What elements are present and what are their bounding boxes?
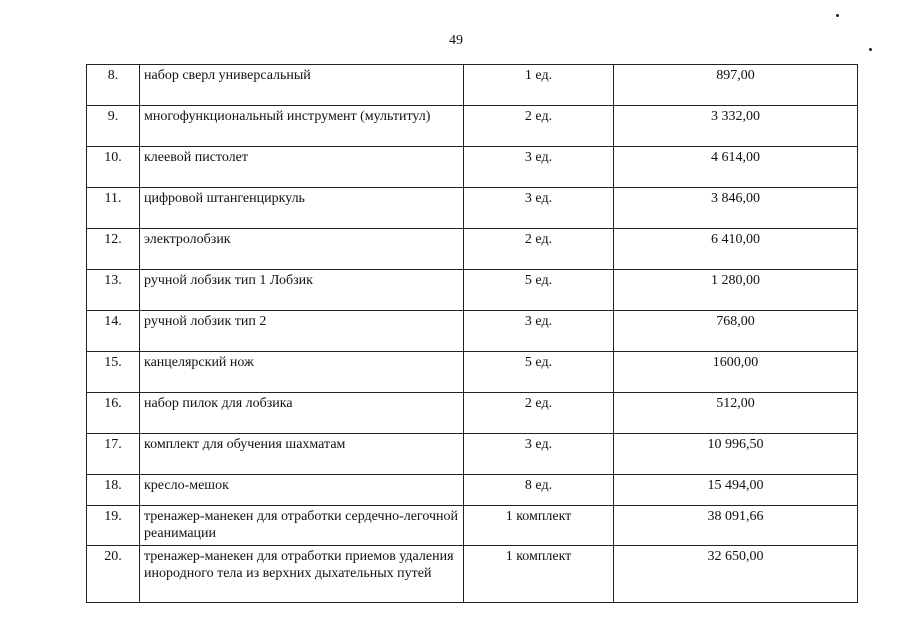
scan-speck [836,14,839,17]
table-row [87,311,858,352]
row-number: 15. [87,352,140,393]
item-name: канцелярский нож [140,352,464,393]
table-row [87,393,858,434]
table-row [87,546,858,603]
table-row [87,188,858,229]
table-row [87,270,858,311]
item-name: клеевой пистолет [140,147,464,188]
row-number: 14. [87,311,140,352]
item-quantity: 3 ед. [464,147,614,188]
row-number: 20. [87,546,140,603]
row-number: 12. [87,229,140,270]
table-row [87,352,858,393]
table-row [87,434,858,475]
table-row [87,475,858,506]
row-number: 16. [87,393,140,434]
table-row [87,106,858,147]
row-number: 8. [87,65,140,106]
page-number: 49 [449,33,463,48]
item-quantity: 8 ед. [464,475,614,506]
item-price: 1600,00 [614,352,858,393]
item-quantity: 1 ед. [464,65,614,106]
item-quantity: 2 ед. [464,106,614,147]
item-price: 897,00 [614,65,858,106]
item-quantity: 2 ед. [464,393,614,434]
item-quantity: 1 комплект [464,506,614,546]
item-name: многофункциональный инструмент (мультитул) [140,106,464,147]
table-row [87,506,858,546]
item-name: тренажер-манекен для отработки сердечно-легочной реанимации [140,506,464,546]
item-name: набор пилок для лобзика [140,393,464,434]
item-name: комплект для обучения шахматам [140,434,464,475]
scan-speck [869,48,872,51]
row-number: 11. [87,188,140,229]
item-price: 38 091,66 [614,506,858,546]
item-name: цифровой штангенциркуль [140,188,464,229]
item-price: 3 846,00 [614,188,858,229]
item-price: 32 650,00 [614,546,858,603]
row-number: 10. [87,147,140,188]
item-name: набор сверл универсальный [140,65,464,106]
item-name: тренажер-манекен для отработки приемов удаления инородного тела из верхних дыхательных путей [140,546,464,603]
row-number: 17. [87,434,140,475]
item-quantity: 3 ед. [464,311,614,352]
item-quantity: 3 ед. [464,434,614,475]
item-name: электролобзик [140,229,464,270]
item-name: ручной лобзик тип 1 Лобзик [140,270,464,311]
item-price: 1 280,00 [614,270,858,311]
item-price: 512,00 [614,393,858,434]
item-quantity: 2 ед. [464,229,614,270]
items-table [86,64,858,603]
item-price: 15 494,00 [614,475,858,506]
row-number: 18. [87,475,140,506]
item-name: ручной лобзик тип 2 [140,311,464,352]
row-number: 9. [87,106,140,147]
row-number: 19. [87,506,140,546]
item-price: 6 410,00 [614,229,858,270]
item-price: 10 996,50 [614,434,858,475]
item-price: 4 614,00 [614,147,858,188]
item-quantity: 1 комплект [464,546,614,603]
item-quantity: 5 ед. [464,270,614,311]
table-row [87,229,858,270]
item-price: 3 332,00 [614,106,858,147]
table-row [87,147,858,188]
table-row [87,65,858,106]
row-number: 13. [87,270,140,311]
item-quantity: 5 ед. [464,352,614,393]
item-price: 768,00 [614,311,858,352]
item-quantity: 3 ед. [464,188,614,229]
item-name: кресло-мешок [140,475,464,506]
